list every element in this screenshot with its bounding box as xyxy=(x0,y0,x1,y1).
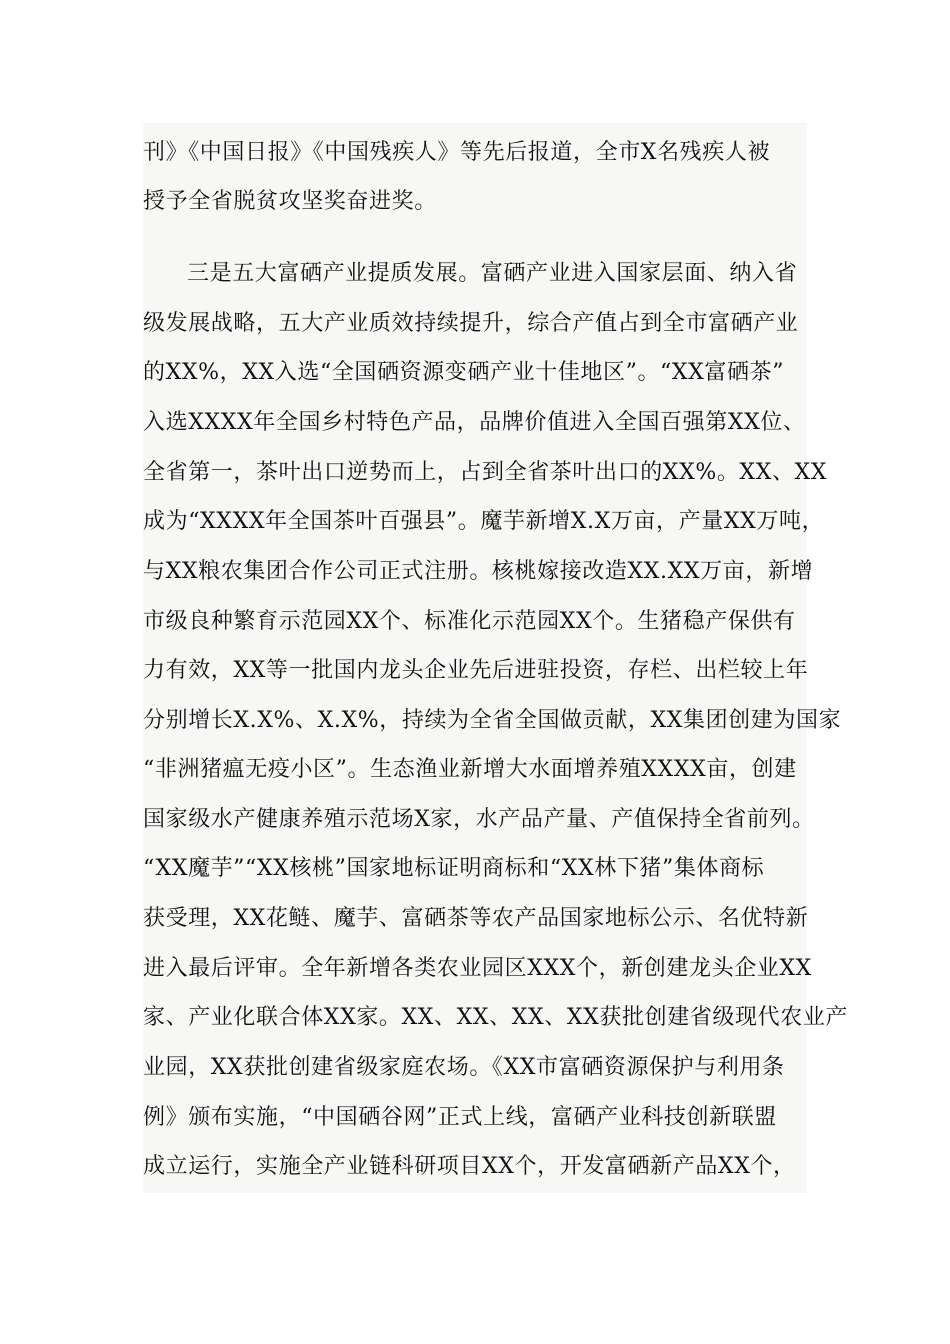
paragraph2-line-3: 的XX%，XX入选“全国硒资源变硒产业十佳地区”。“XX富硒茶” xyxy=(143,360,785,385)
paragraph2-line-12: 国家级水产健康养殖示范场X家，水产品产量、产值保持全省前列。 xyxy=(143,807,815,832)
paragraph2-line-16: 家、产业化联合体XX家。XX、XX、XX、XX获批创建省级现代农业产 xyxy=(143,1005,849,1030)
paragraph2-line-10: 分别增长X.X%、X.X%，持续为全省全国做贡献，XX集团创建为国家 xyxy=(143,708,842,733)
paragraph1-line-1: 刊》《中国日报》《中国残疾人》等先后报道，全市X名残疾人被 xyxy=(143,140,771,165)
paragraph2-line-1: 三是五大富硒产业提质发展。富硒产业进入国家层面、纳入省 xyxy=(187,261,798,286)
document-page-text-area xyxy=(143,123,849,1193)
paragraph2-line-17: 业园，XX获批创建省级家庭农场。《XX市富硒资源保护与利用条 xyxy=(143,1055,785,1080)
paragraph2-line-13: “XX魔芋”“XX核桃”国家地标证明商标和“XX林下猪”集体商标 xyxy=(143,856,765,881)
paragraph2-line-11: “非洲猪瘟无疫小区”。生态渔业新增大水面增养殖XXXX亩，创建 xyxy=(143,757,797,782)
paragraph2-line-9: 力有效，XX等一批国内龙头企业先后进驻投资，存栏、出栏较上年 xyxy=(143,658,809,683)
paragraph2-line-5: 全省第一，茶叶出口逆势而上，占到全省茶叶出口的XX%。XX、XX xyxy=(143,460,828,485)
paragraph2-line-6: 成为“XXXX年全国茶叶百强县”。魔芋新增X.X万亩，产量XX万吨， xyxy=(143,509,825,534)
paragraph1-line-2: 授予全省脱贫攻坚奖奋进奖。 xyxy=(143,189,437,214)
paragraph2-line-8: 市级良种繁育示范园XX个、标准化示范园XX个。生猪稳产保供有 xyxy=(143,609,796,634)
paragraph2-line-14: 获受理，XX花鲢、魔芋、富硒茶等农产品国家地标公示、名优特新 xyxy=(143,906,809,931)
paragraph2-line-4: 入选XXXX年全国乡村特色产品，品牌价值进入全国百强第XX位、 xyxy=(143,410,806,435)
paragraph2-line-2: 级发展战略，五大产业质效持续提升，综合产值占到全市富硒产业 xyxy=(143,311,799,336)
paragraph2-line-15: 进入最后评审。全年新增各类农业园区XXX个，新创建龙头企业XX xyxy=(143,956,812,981)
paragraph2-line-18: 例》颁布实施，“中国硒谷网”正式上线，富硒产业科技创新联盟 xyxy=(143,1105,777,1130)
paragraph2-line-7: 与XX粮农集团合作公司正式注册。核桃嫁接改造XX.XX万亩，新增 xyxy=(143,559,814,584)
paragraph2-line-19: 成立运行，实施全产业链科研项目XX个，开发富硒新产品XX个， xyxy=(143,1154,796,1179)
